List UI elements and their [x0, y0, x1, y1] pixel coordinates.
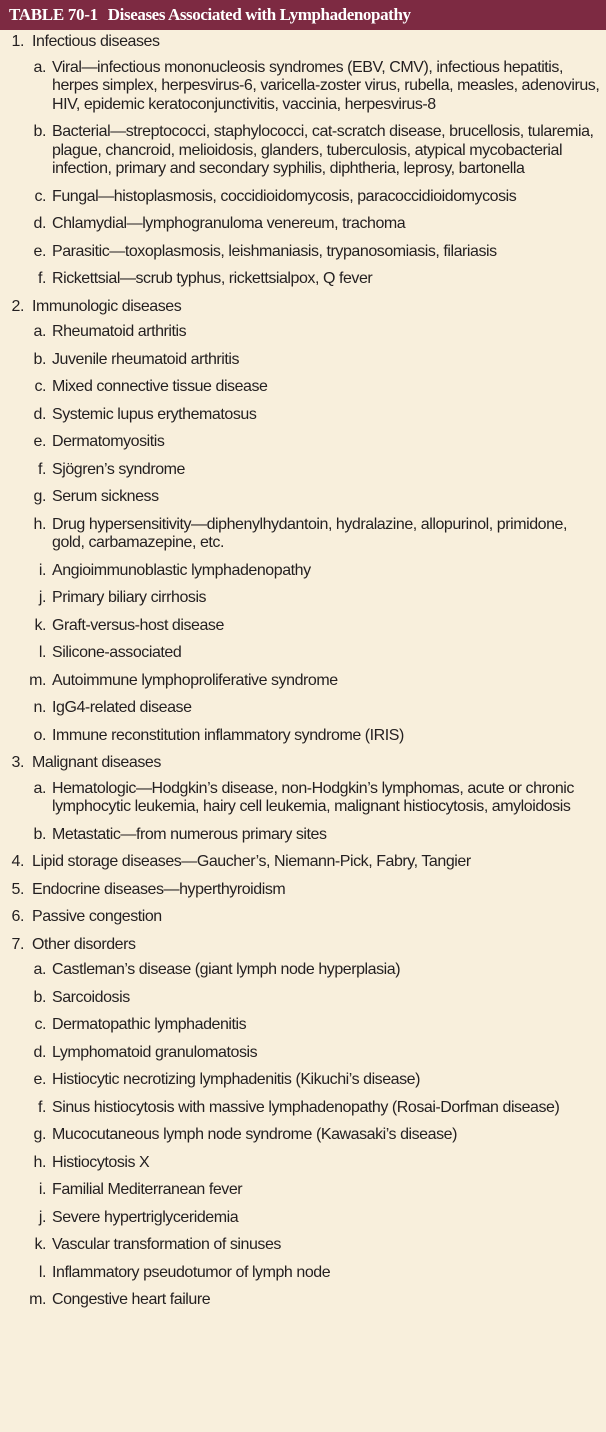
- disease-subitem: [0, 188, 606, 207]
- subitem-text: Lymphomatoid granulomatosis: [52, 1043, 258, 1061]
- subitem-text: Sarcoidosis: [52, 988, 130, 1006]
- subitem-letter: j.: [38, 1208, 46, 1226]
- subitem-text: Parasitic—toxoplasmosis, leishmaniasis, trypanosomiasis, filariasis: [52, 242, 497, 260]
- disease-category: [0, 298, 606, 317]
- category-text: Passive congestion: [32, 908, 162, 925]
- disease-category: [0, 881, 606, 900]
- table-title: Diseases Associated with Lymphadenopathy: [107, 5, 411, 24]
- subitem-letter: f.: [38, 270, 46, 287]
- subitem-text: Sinus histiocytosis with massive lymphadenopathy (Rosai-Dorfman disease): [52, 1098, 560, 1116]
- disease-category: [0, 853, 606, 872]
- subitem-letter: n.: [33, 699, 46, 716]
- disease-category: [0, 754, 606, 773]
- disease-subitem: [0, 1264, 606, 1283]
- subitem-letter: e.: [33, 433, 46, 450]
- subitem-text: Mucocutaneous lymph node syndrome (Kawasaki’s disease): [52, 1126, 457, 1143]
- disease-subitem: [0, 215, 606, 234]
- subitem-letter: h.: [33, 515, 46, 533]
- subitem-letter: b.: [33, 988, 46, 1006]
- subitem-letter: d.: [33, 405, 46, 423]
- disease-subitem: [0, 589, 606, 608]
- subitem-text: Viral—infectious mononucleosis syndromes (EBV, CMV), infectious hepatitis, herpes simplex, herpesvirus-6, varicella-zoster virus, rubella, measles, adenovirus, HIV, epidemic keratoconjunctivitis, vaccinia, herpesvirus-8: [52, 58, 600, 113]
- subitem-letter: m.: [29, 671, 46, 689]
- disease-subitem: [0, 780, 606, 817]
- category-number: 2.: [11, 297, 24, 315]
- category-text: Infectious diseases: [32, 33, 160, 50]
- subitem-text: Vascular transformation of sinuses: [52, 1236, 281, 1253]
- subitem-letter: k.: [34, 616, 46, 634]
- subitem-text: Inflammatory pseudotumor of lymph node: [52, 1263, 331, 1281]
- disease-subitem: [0, 378, 606, 397]
- subitem-text: Serum sickness: [52, 488, 159, 505]
- category-text: Immunologic diseases: [32, 297, 182, 315]
- category-text: Malignant diseases: [32, 754, 161, 771]
- disease-subitem: [0, 989, 606, 1008]
- subitem-letter: j.: [38, 589, 46, 606]
- disease-subitem: [0, 727, 606, 746]
- disease-subitem: [0, 1181, 606, 1200]
- disease-subitem: [0, 1291, 606, 1310]
- subitem-letter: g.: [33, 1126, 46, 1143]
- subitem-letter: i.: [38, 1181, 46, 1198]
- subitem-text: Systemic lupus erythematosus: [52, 405, 257, 423]
- subitem-letter: i.: [38, 561, 46, 579]
- disease-subitem: [0, 123, 606, 179]
- subitem-letter: a.: [33, 323, 46, 340]
- subitem-text: Dermatopathic lymphadenitis: [52, 1016, 247, 1033]
- subitem-letter: e.: [33, 1071, 46, 1088]
- disease-subitem: [0, 1126, 606, 1145]
- disease-subitem: [0, 1236, 606, 1255]
- disease-subitem: [0, 562, 606, 581]
- subitem-letter: b.: [33, 123, 46, 140]
- subitem-text: Graft-versus-host disease: [52, 616, 224, 634]
- disease-subitem: [0, 461, 606, 480]
- subitem-text: Drug hypersensitivity—diphenylhydantoin, hydralazine, allopurinol, primidone, gold, carbamazepine, etc.: [52, 515, 567, 551]
- subitem-letter: h.: [33, 1153, 46, 1171]
- subitem-text: Rheumatoid arthritis: [52, 323, 187, 340]
- subitem-text: Dermatomyositis: [52, 433, 165, 450]
- disease-subitem: [0, 644, 606, 663]
- disease-subitem: [0, 961, 606, 980]
- subitem-letter: c.: [34, 187, 46, 205]
- subitem-text: Castleman’s disease (giant lymph node hyperplasia): [52, 961, 401, 978]
- subitem-letter: g.: [33, 488, 46, 505]
- subitem-text: Rickettsial—scrub typhus, rickettsialpox, Q fever: [52, 270, 373, 287]
- disease-subitem: [0, 59, 606, 115]
- table-number: TABLE 70-1: [9, 5, 98, 24]
- subitem-text: Angioimmunoblastic lymphadenopathy: [52, 561, 311, 579]
- subitem-letter: l.: [38, 1263, 46, 1281]
- subitem-text: Silicone-associated: [52, 644, 182, 661]
- disease-subitem: [0, 243, 606, 262]
- category-text: Other disorders: [32, 935, 136, 953]
- disease-subitem: [0, 516, 606, 553]
- subitem-text: Autoimmune lymphoproliferative syndrome: [52, 671, 338, 689]
- subitem-letter: b.: [33, 825, 46, 843]
- disease-subitem: [0, 1016, 606, 1035]
- subitem-letter: l.: [38, 644, 46, 661]
- disease-subitem: [0, 488, 606, 507]
- disease-subitem: [0, 270, 606, 289]
- subitem-text: Familial Mediterranean fever: [52, 1181, 243, 1198]
- disease-subitem: [0, 323, 606, 342]
- subitem-letter: b.: [33, 350, 46, 368]
- subitem-letter: a.: [33, 961, 46, 978]
- disease-subitem: [0, 406, 606, 425]
- subitem-letter: m.: [29, 1291, 46, 1308]
- disease-subitem: [0, 1209, 606, 1228]
- subitem-letter: f.: [38, 1098, 46, 1116]
- category-text: Lipid storage diseases—Gaucher’s, Niemann-Pick, Fabry, Tangier: [32, 853, 471, 870]
- category-number: 3.: [11, 754, 24, 771]
- disease-category: [0, 936, 606, 955]
- disease-subitem: [0, 617, 606, 636]
- disease-list: [0, 30, 606, 1310]
- subitem-letter: a.: [33, 58, 46, 76]
- category-number: 5.: [11, 880, 24, 898]
- subitem-text: IgG4-related disease: [52, 699, 192, 716]
- subitem-text: Primary biliary cirrhosis: [52, 589, 207, 606]
- disease-subitem: [0, 672, 606, 691]
- subitem-text: Histiocytic necrotizing lymphadenitis (Kikuchi’s disease): [52, 1071, 420, 1088]
- category-number: 1.: [11, 33, 24, 50]
- disease-subitem: [0, 1154, 606, 1173]
- subitem-text: Sjögren’s syndrome: [52, 460, 186, 478]
- disease-subitem: [0, 699, 606, 718]
- subitem-text: Severe hypertriglyceridemia: [52, 1208, 239, 1226]
- subitem-letter: d.: [33, 215, 46, 232]
- subitem-text: Immune reconstitution inflammatory syndrome (IRIS): [52, 726, 404, 744]
- disease-subitem: [0, 1071, 606, 1090]
- category-text: Endocrine diseases—hyperthyroidism: [32, 880, 286, 898]
- category-number: 4.: [11, 853, 24, 870]
- subitem-letter: a.: [33, 779, 46, 797]
- subitem-text: Hematologic—Hodgkin’s disease, non-Hodgkin’s lymphomas, acute or chronic lymphocytic leukemia, hairy cell leukemia, malignant histiocytosis, amyloidosis: [52, 779, 574, 815]
- category-number: 7.: [11, 935, 24, 953]
- disease-subitem: [0, 826, 606, 845]
- subitem-text: Chlamydial—lymphogranuloma venereum, trachoma: [52, 215, 406, 232]
- subitem-letter: f.: [38, 460, 46, 478]
- subitem-text: Juvenile rheumatoid arthritis: [52, 350, 240, 368]
- subitem-text: Fungal—histoplasmosis, coccidioidomycosis, paracoccidioidomycosis: [52, 187, 517, 205]
- subitem-text: Mixed connective tissue disease: [52, 378, 268, 395]
- disease-subitem: [0, 433, 606, 452]
- disease-subitem: [0, 1099, 606, 1118]
- table-title-bar: [0, 0, 606, 30]
- subitem-letter: o.: [33, 726, 46, 744]
- subitem-text: Bacterial—streptococci, staphylococci, cat-scratch disease, brucellosis, tularemia, plague, chancroid, melioidosis, glanders, tuberculosis, atypical mycobacterial infection, primary and secondary syphilis, diphtheria, leprosy, bartonella: [52, 123, 594, 177]
- subitem-letter: d.: [33, 1043, 46, 1061]
- subitem-letter: c.: [34, 378, 46, 395]
- subitem-text: Congestive heart failure: [52, 1291, 211, 1308]
- subitem-letter: c.: [34, 1016, 46, 1033]
- disease-subitem: [0, 1044, 606, 1063]
- disease-subitem: [0, 351, 606, 370]
- category-number: 6.: [11, 908, 24, 925]
- subitem-letter: k.: [34, 1236, 46, 1253]
- subitem-text: Metastatic—from numerous primary sites: [52, 825, 327, 843]
- subitem-letter: e.: [33, 242, 46, 260]
- disease-category: [0, 33, 606, 52]
- disease-category: [0, 908, 606, 927]
- subitem-text: Histiocytosis X: [52, 1153, 150, 1171]
